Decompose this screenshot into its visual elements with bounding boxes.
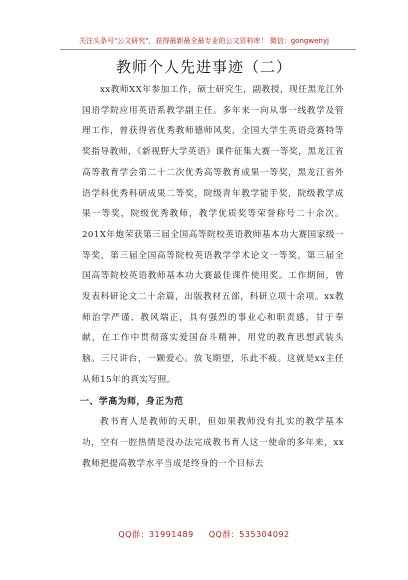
qq-group-2: QQ群：535304092 xyxy=(208,530,290,539)
header-promo-text: 关注头条号"公文研究"，获得最新最全最专业的公文资料库！ 微信：gongwenyj xyxy=(79,37,329,45)
qq-group-1: QQ群：31991489 xyxy=(118,530,194,539)
section-heading: 一、学高为师，身正为范 xyxy=(80,396,184,407)
body-paragraph: 教书育人是教师的天职，但如果教师没有扎实的教学基本功，空有一腔热情是没办法完成教书育人这一使命的多年来，xx教师把提高教学水平当成是终身的一个目标去 xyxy=(82,417,344,469)
body-paragraph: xx教师XX年参加工作，硕士研究生，副教授，现任黑龙江外国语学院应用英语系教学副主任。多年来一向从事一线教学及管理工作，曾获得省优秀教师德师风奖，全国大学生英语竞赛特等奖指导教师，《新视野大学英语》课件征集大赛一等奖，黑龙江省高等教育学会第二十二次优秀高等教育成果一等奖，黑龙江省外语学科优秀科研成果二等奖，院级青年教学能手奖，院级教学成果一等奖，院级优秀教师，教学优质奖等荣誉称号二十余次。201X年炮荣获第三届全国高等院校英语教师基本功大赛国家级一等奖，第三届全国高等院校英语教学学术论文一等奖，第三届全国高等院校英语教师基本功大赛最佳课件使用奖。工作期间，曾发表科研论文二十余篇，出版教材五部，科研立项十余项。xx教师治学严谨、教风端正，具有强烈的事业心和职责感，甘于奉献，在工作中贯彻落实爱国奋斗精神，用党的教育思想武装头脑。三尺讲台，一颗爱心。放飞期望，乐此不疲。这就是xx主任从师15年的真实写照。 xyxy=(82,85,344,385)
document-body xyxy=(82,80,344,474)
footer-contact xyxy=(0,529,408,540)
document-title: 教师个人先进事迹（二） xyxy=(115,58,292,76)
header-divider xyxy=(60,49,356,50)
